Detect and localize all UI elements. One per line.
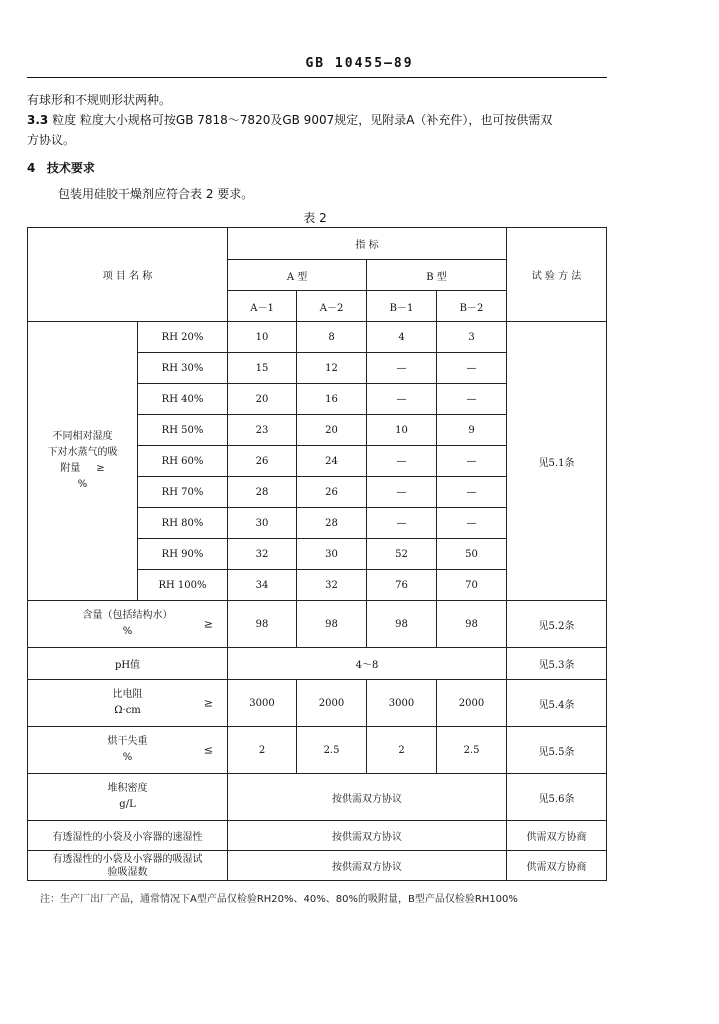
adsorption-symbol: ≥: [96, 463, 105, 474]
test-count-method: 供需双方协商: [507, 851, 607, 881]
header-item-name: 项 目 名 称: [28, 228, 228, 322]
rh-label: RH 30%: [138, 353, 228, 384]
cell-value: 52: [367, 539, 437, 570]
cell-value: —: [437, 446, 507, 477]
cell-value: 16: [297, 384, 367, 415]
rh-label: RH 100%: [138, 570, 228, 601]
cell-value: 32: [228, 539, 297, 570]
cell-value: 34: [228, 570, 297, 601]
section-3-3: [27, 110, 552, 130]
table-caption: 表 2: [303, 211, 327, 225]
header-type-b: B 型: [367, 260, 507, 291]
header-sub-b1: B－1: [367, 291, 437, 322]
cell-value: 26: [228, 446, 297, 477]
cell-value: 20: [228, 384, 297, 415]
cell-value: 10: [367, 415, 437, 446]
rh-label: RH 90%: [138, 539, 228, 570]
paragraph-line1: 有球形和不规则形状两种。: [27, 93, 172, 107]
cell-value: 4: [367, 322, 437, 353]
adsorption-label-line3: 附量 ≥: [60, 463, 105, 474]
ph-label: pH值: [28, 648, 228, 680]
header-index: 指 标: [228, 228, 507, 260]
spec-table: [27, 227, 607, 881]
adsorption-label-line2: 下对水蒸气的吸: [47, 447, 118, 458]
drying-loss-method: 见5.5条: [507, 727, 607, 774]
header-test-method: 试 验 方 法: [507, 228, 607, 322]
cell-value: —: [367, 353, 437, 384]
cell-value: 98: [367, 601, 437, 648]
cell-value: 26: [297, 477, 367, 508]
adsorption-label: [28, 322, 138, 601]
cell-value: —: [367, 508, 437, 539]
cell-value: —: [367, 446, 437, 477]
cell-value: 2.5: [297, 727, 367, 774]
cell-value: 28: [228, 477, 297, 508]
cell-value: 98: [437, 601, 507, 648]
header-rule: [27, 77, 607, 78]
cell-value: 70: [437, 570, 507, 601]
cell-value: —: [437, 477, 507, 508]
cell-value: 2000: [437, 680, 507, 727]
test-count-label: 有透湿性的小袋及小容器的吸湿试 验吸湿数: [28, 851, 228, 881]
cell-value: 30: [297, 539, 367, 570]
rh-label: RH 80%: [138, 508, 228, 539]
bulk-density-label: 堆积密度 g/L: [28, 774, 228, 821]
content-symbol: ≥: [203, 617, 214, 631]
ph-value: 4～8: [228, 648, 507, 680]
cell-value: 9: [437, 415, 507, 446]
bulk-density-method: 见5.6条: [507, 774, 607, 821]
section-4-heading: [27, 158, 95, 178]
cell-value: 76: [367, 570, 437, 601]
cell-value: 3000: [367, 680, 437, 727]
speed-label: 有透湿性的小袋及小容器的速湿性: [28, 821, 228, 851]
section-4-title: 技术要求: [46, 161, 95, 175]
test-count-value: 按供需双方协议: [228, 851, 507, 881]
cell-value: 2.5: [437, 727, 507, 774]
drying-loss-symbol: ≤: [203, 743, 214, 757]
cell-value: 23: [228, 415, 297, 446]
cell-value: 20: [297, 415, 367, 446]
section-4-number: 4: [27, 161, 36, 175]
cell-value: 3000: [228, 680, 297, 727]
cell-value: 24: [297, 446, 367, 477]
cell-value: 2: [228, 727, 297, 774]
ph-method: 见5.3条: [507, 648, 607, 680]
section-3-3-number: 3.3: [27, 113, 49, 127]
content-label: 含量（包括结构水） % ≥: [28, 601, 228, 648]
rh-label: RH 50%: [138, 415, 228, 446]
cell-value: —: [367, 384, 437, 415]
adsorption-label-line1: 不同相对湿度: [52, 431, 113, 442]
header-type-a: A 型: [228, 260, 367, 291]
header-sub-a1: A－1: [228, 291, 297, 322]
cell-value: —: [437, 508, 507, 539]
cell-value: 50: [437, 539, 507, 570]
section-3-3-text: 粒度 粒度大小规格可按GB 7818～7820及GB 9007规定，见附录A（补充件），也可按供需双: [52, 113, 553, 127]
resistivity-symbol: ≥: [203, 696, 214, 710]
section-3-3-continuation: 方协议。: [27, 133, 76, 147]
cell-value: 30: [228, 508, 297, 539]
cell-value: —: [437, 384, 507, 415]
cell-value: 10: [228, 322, 297, 353]
rh-label: RH 70%: [138, 477, 228, 508]
header-sub-b2: B－2: [437, 291, 507, 322]
standard-code-header: GB 10455—89: [305, 56, 414, 71]
cell-value: 2000: [297, 680, 367, 727]
cell-value: 12: [297, 353, 367, 384]
rh-label: RH 20%: [138, 322, 228, 353]
content-method: 见5.2条: [507, 601, 607, 648]
rh-label: RH 60%: [138, 446, 228, 477]
cell-value: 28: [297, 508, 367, 539]
cell-value: —: [437, 353, 507, 384]
cell-value: 3: [437, 322, 507, 353]
cell-value: —: [367, 477, 437, 508]
section-4-text: 包装用硅胶干燥剂应符合表 2 要求。: [58, 187, 254, 201]
resistivity-method: 见5.4条: [507, 680, 607, 727]
rh-label: RH 40%: [138, 384, 228, 415]
speed-method: 供需双方协商: [507, 821, 607, 851]
adsorption-unit: %: [77, 479, 88, 490]
cell-value: 32: [297, 570, 367, 601]
speed-value: 按供需双方协议: [228, 821, 507, 851]
cell-value: 98: [228, 601, 297, 648]
table-note: 注：生产厂出厂产品，通常情况下A型产品仅检验RH20%、40%、80%的吸附量，B型产品仅检验RH100%: [40, 894, 518, 905]
drying-loss-label: 烘干失重 % ≤: [28, 727, 228, 774]
cell-value: 2: [367, 727, 437, 774]
header-sub-a2: A－2: [297, 291, 367, 322]
cell-value: 8: [297, 322, 367, 353]
cell-value: 15: [228, 353, 297, 384]
resistivity-label: 比电阻 Ω·cm ≥: [28, 680, 228, 727]
bulk-density-value: 按供需双方协议: [228, 774, 507, 821]
adsorption-method: 见5.1条: [507, 322, 607, 601]
cell-value: 98: [297, 601, 367, 648]
